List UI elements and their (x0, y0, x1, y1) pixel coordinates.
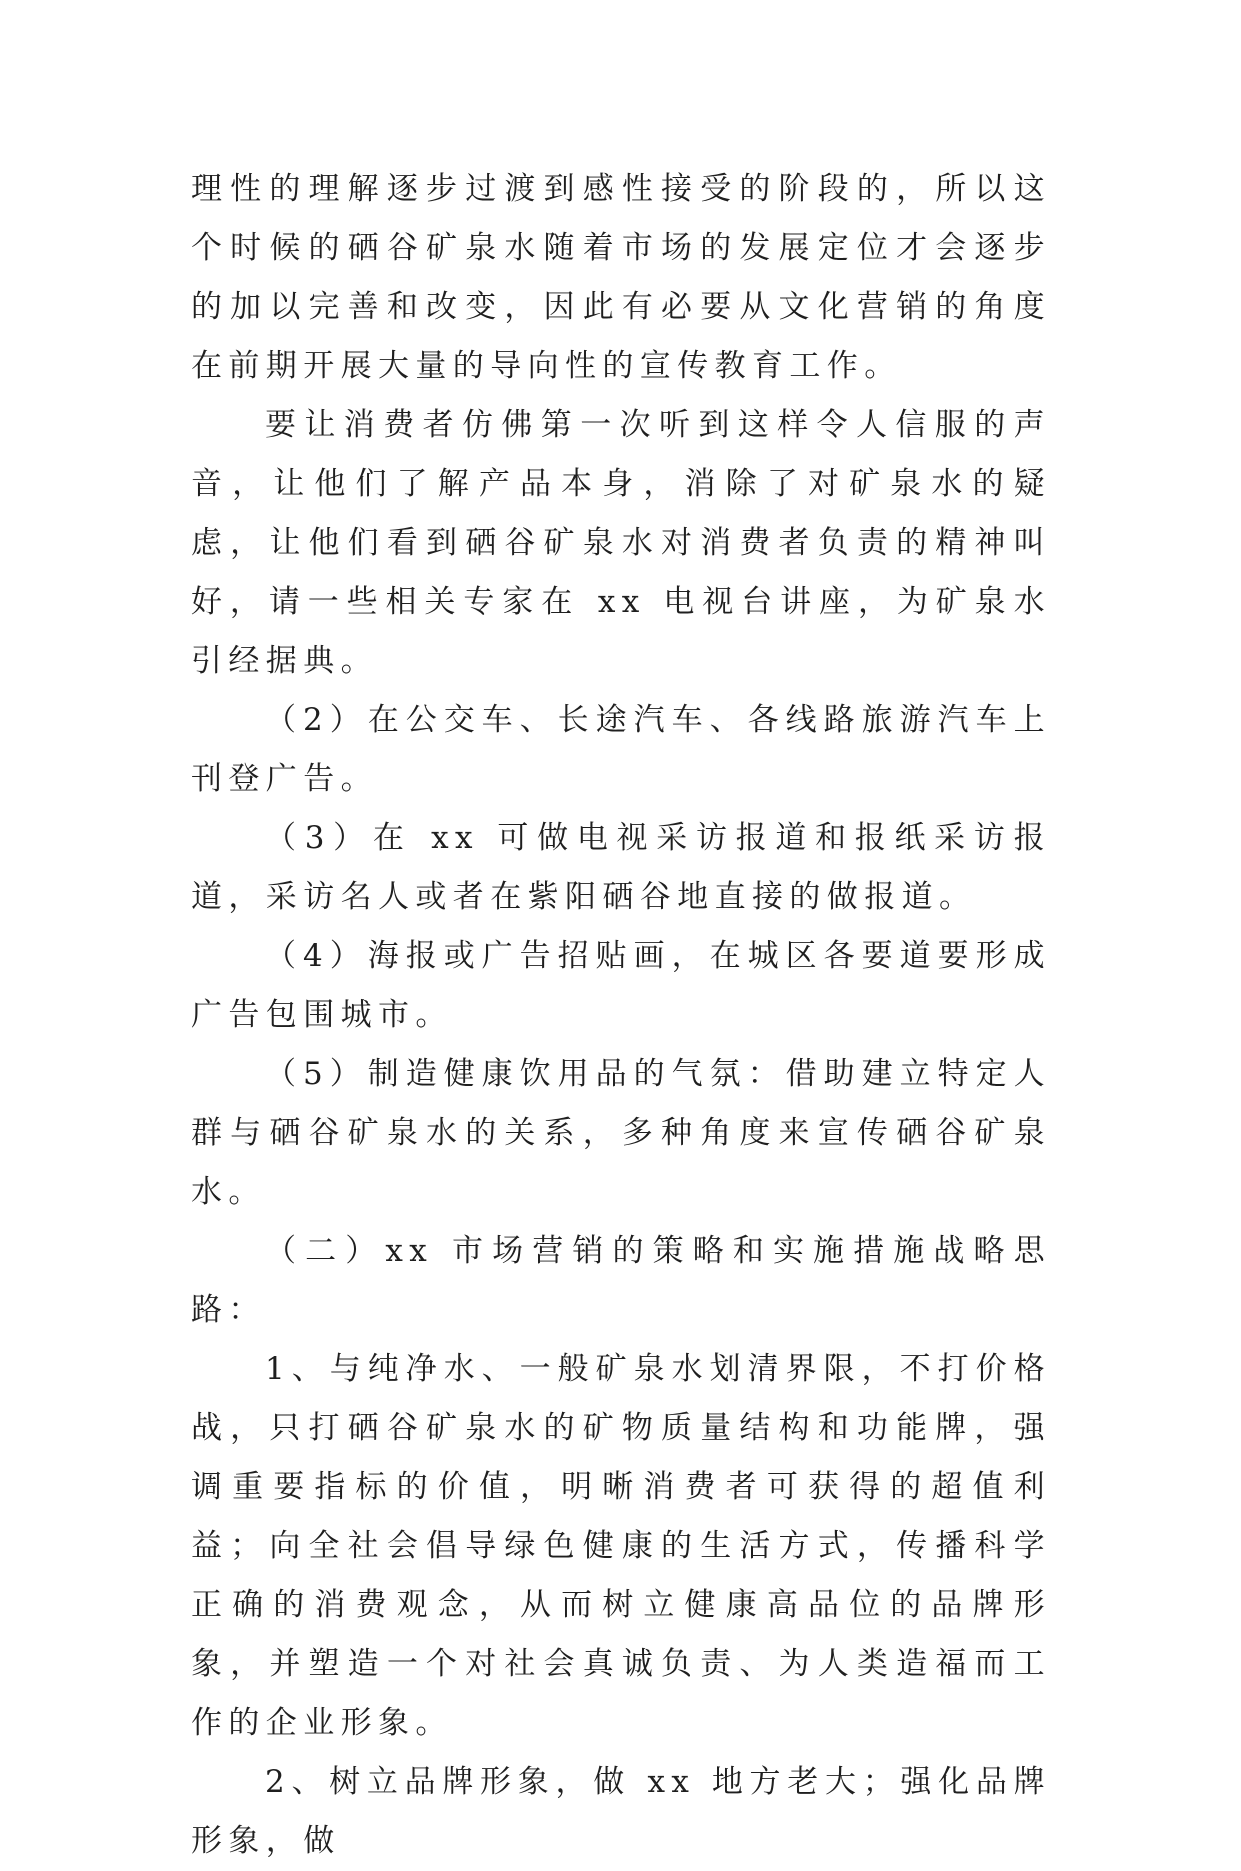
paragraph-3: （2）在公交车、长途汽车、各线路旅游汽车上刊登广告。 (191, 702, 1051, 797)
paragraph-8: 1、与纯净水、一般矿泉水划清界限，不打价格战，只打硒谷矿泉水的矿物质量结构和功能牌，强调重要指标的价值，明晰消费者可获得的超值利益；向全社会倡导绿色健康的生活方式，传播科学正确的消费观念，从而树立健康高品位的品牌形象，并塑造一个对社会真诚负责、为人类造福而工作的企业形象。 (191, 1351, 1051, 1741)
paragraph-6: （5）制造健康饮用品的气氛：借助建立特定人群与硒谷矿泉水的关系，多种角度来宣传硒谷矿泉水。 (191, 1056, 1051, 1210)
body-text (191, 160, 1051, 1871)
section-heading: （二）xx 市场营销的策略和实施措施战略思路： (191, 1233, 1051, 1328)
paragraph-9: 2、树立品牌形象，做 xx 地方老大；强化品牌形象，做 (191, 1764, 1051, 1859)
paragraph-4: （3）在 xx 可做电视采访报道和报纸采访报道，采访名人或者在紫阳硒谷地直接的做报道。 (191, 820, 1051, 915)
paragraph-2: 要让消费者仿佛第一次听到这样令人信服的声音，让他们了解产品本身，消除了对矿泉水的疑虑，让他们看到硒谷矿泉水对消费者负责的精神叫好，请一些相关专家在 xx 电视台讲座，为矿泉水引经据典。 (191, 407, 1051, 679)
paragraph-5: （4）海报或广告招贴画，在城区各要道要形成广告包围城市。 (191, 938, 1051, 1033)
paragraph-1: 理性的理解逐步过渡到感性接受的阶段的，所以这个时候的硒谷矿泉水随着市场的发展定位才会逐步的加以完善和改变，因此有必要从文化营销的角度在前期开展大量的导向性的宣传教育工作。 (191, 171, 1051, 384)
